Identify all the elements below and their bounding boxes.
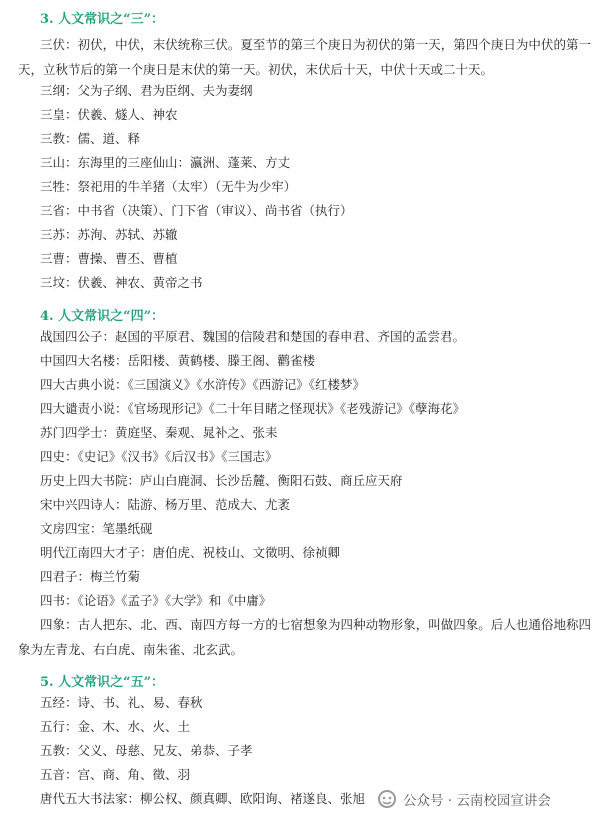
section-4-item: 四史：《史记》《汉书》《后汉书》《三国志》: [40, 449, 278, 464]
section-3-item: 三省：中书省（决策）、门下省（审议）、尚书省（执行）: [40, 203, 353, 218]
section-3-item: 三教：儒、道、释: [40, 131, 141, 146]
section-4-item: 四大谴责小说：《官场现形记》《二十年目睹之怪现状》《老残游记》《孽海花》: [40, 401, 466, 416]
section-4-item: 宋中兴四诗人：陆游、杨万里、范成大、尤袤: [40, 497, 291, 512]
section-3-heading: 3. 人文常识之“三”：: [40, 12, 165, 27]
section-4-item: 明代江南四大才子：唐伯虎、祝枝山、文徵明、徐祯卿: [40, 545, 341, 560]
sanfu-paragraph: 三伏：初伏，中伏，末伏统称三伏。夏至节的第三个庚日为初伏的第一天，第四个庚日为中伏的第一天，立秋节后的第一个庚日是末伏的第一天。初伏，末伏后十天，中伏十天或二十天。: [18, 37, 591, 77]
section-5-item: 唐代五大书法家：柳公权、颜真卿、欧阳询、褚遂良、张旭: [40, 791, 366, 806]
section-4-item: 文房四宝：笔墨纸砚: [40, 521, 153, 536]
section-3-item: 三曹：曹操、曹丕、曹植: [40, 251, 178, 266]
section-4-item: 苏门四学士：黄庭坚、秦观、晁补之、张耒: [40, 425, 278, 440]
wechat-official-account-icon: [377, 789, 397, 809]
account-watermark: [373, 786, 555, 812]
watermark-text: 公众号 · 云南校园宣讲会: [403, 793, 551, 809]
section-5-item: 五经：诗、书、礼、易、春秋: [40, 695, 203, 710]
section-3-item: 三牲：祭祀用的牛羊猪（太牢）（无牛为少牢）: [40, 179, 297, 194]
section-4-item: 战国四公子：赵国的平原君、魏国的信陵君和楚国的春申君、齐国的孟尝君。: [40, 329, 466, 344]
sixiang-paragraph: 四象：古人把东、北、西、南四方每一方的七宿想象为四种动物形象，叫做四象。后人也通俗地称四象为左青龙、右白虎、南朱雀、北玄武。: [18, 617, 591, 657]
section-3-item: 三纲：父为子纲、君为臣纲、夫为妻纲: [40, 83, 253, 98]
section-5-item: 五教：父义、母慈、兄友、弟恭、子孝: [40, 743, 253, 758]
section-5-item: 五行：金、木、水、火、土: [40, 719, 191, 734]
section-3-item: 三山：东海里的三座仙山：瀛洲、蓬莱、方丈: [40, 155, 291, 170]
section-4-item: 四大古典小说：《三国演义》《水浒传》《西游记》《红楼梦》: [40, 377, 366, 392]
section-3-item: 三苏：苏洵、苏轼、苏辙: [40, 227, 178, 242]
section-4-item: 四君子：梅兰竹菊: [40, 569, 141, 584]
section-3-item: 三坟：伏羲、神农、黄帝之书: [40, 275, 203, 290]
section-5-heading: 5. 人文常识之“五”：: [40, 675, 165, 690]
section-4-item: 中国四大名楼：岳阳楼、黄鹤楼、滕王阁、鹳雀楼: [40, 353, 316, 368]
section-5-item: 五音：宫、商、角、徵、羽: [40, 767, 191, 782]
section-4-item: 四书：《论语》《孟子》《大学》和《中庸》: [40, 593, 272, 608]
section-4-heading: 4. 人文常识之“四”：: [40, 309, 165, 324]
section-3-item: 三皇：伏羲、燧人、神农: [40, 107, 178, 122]
section-4-item: 历史上四大书院：庐山白鹿洞、长沙岳麓、衡阳石鼓、商丘应天府: [40, 473, 403, 488]
